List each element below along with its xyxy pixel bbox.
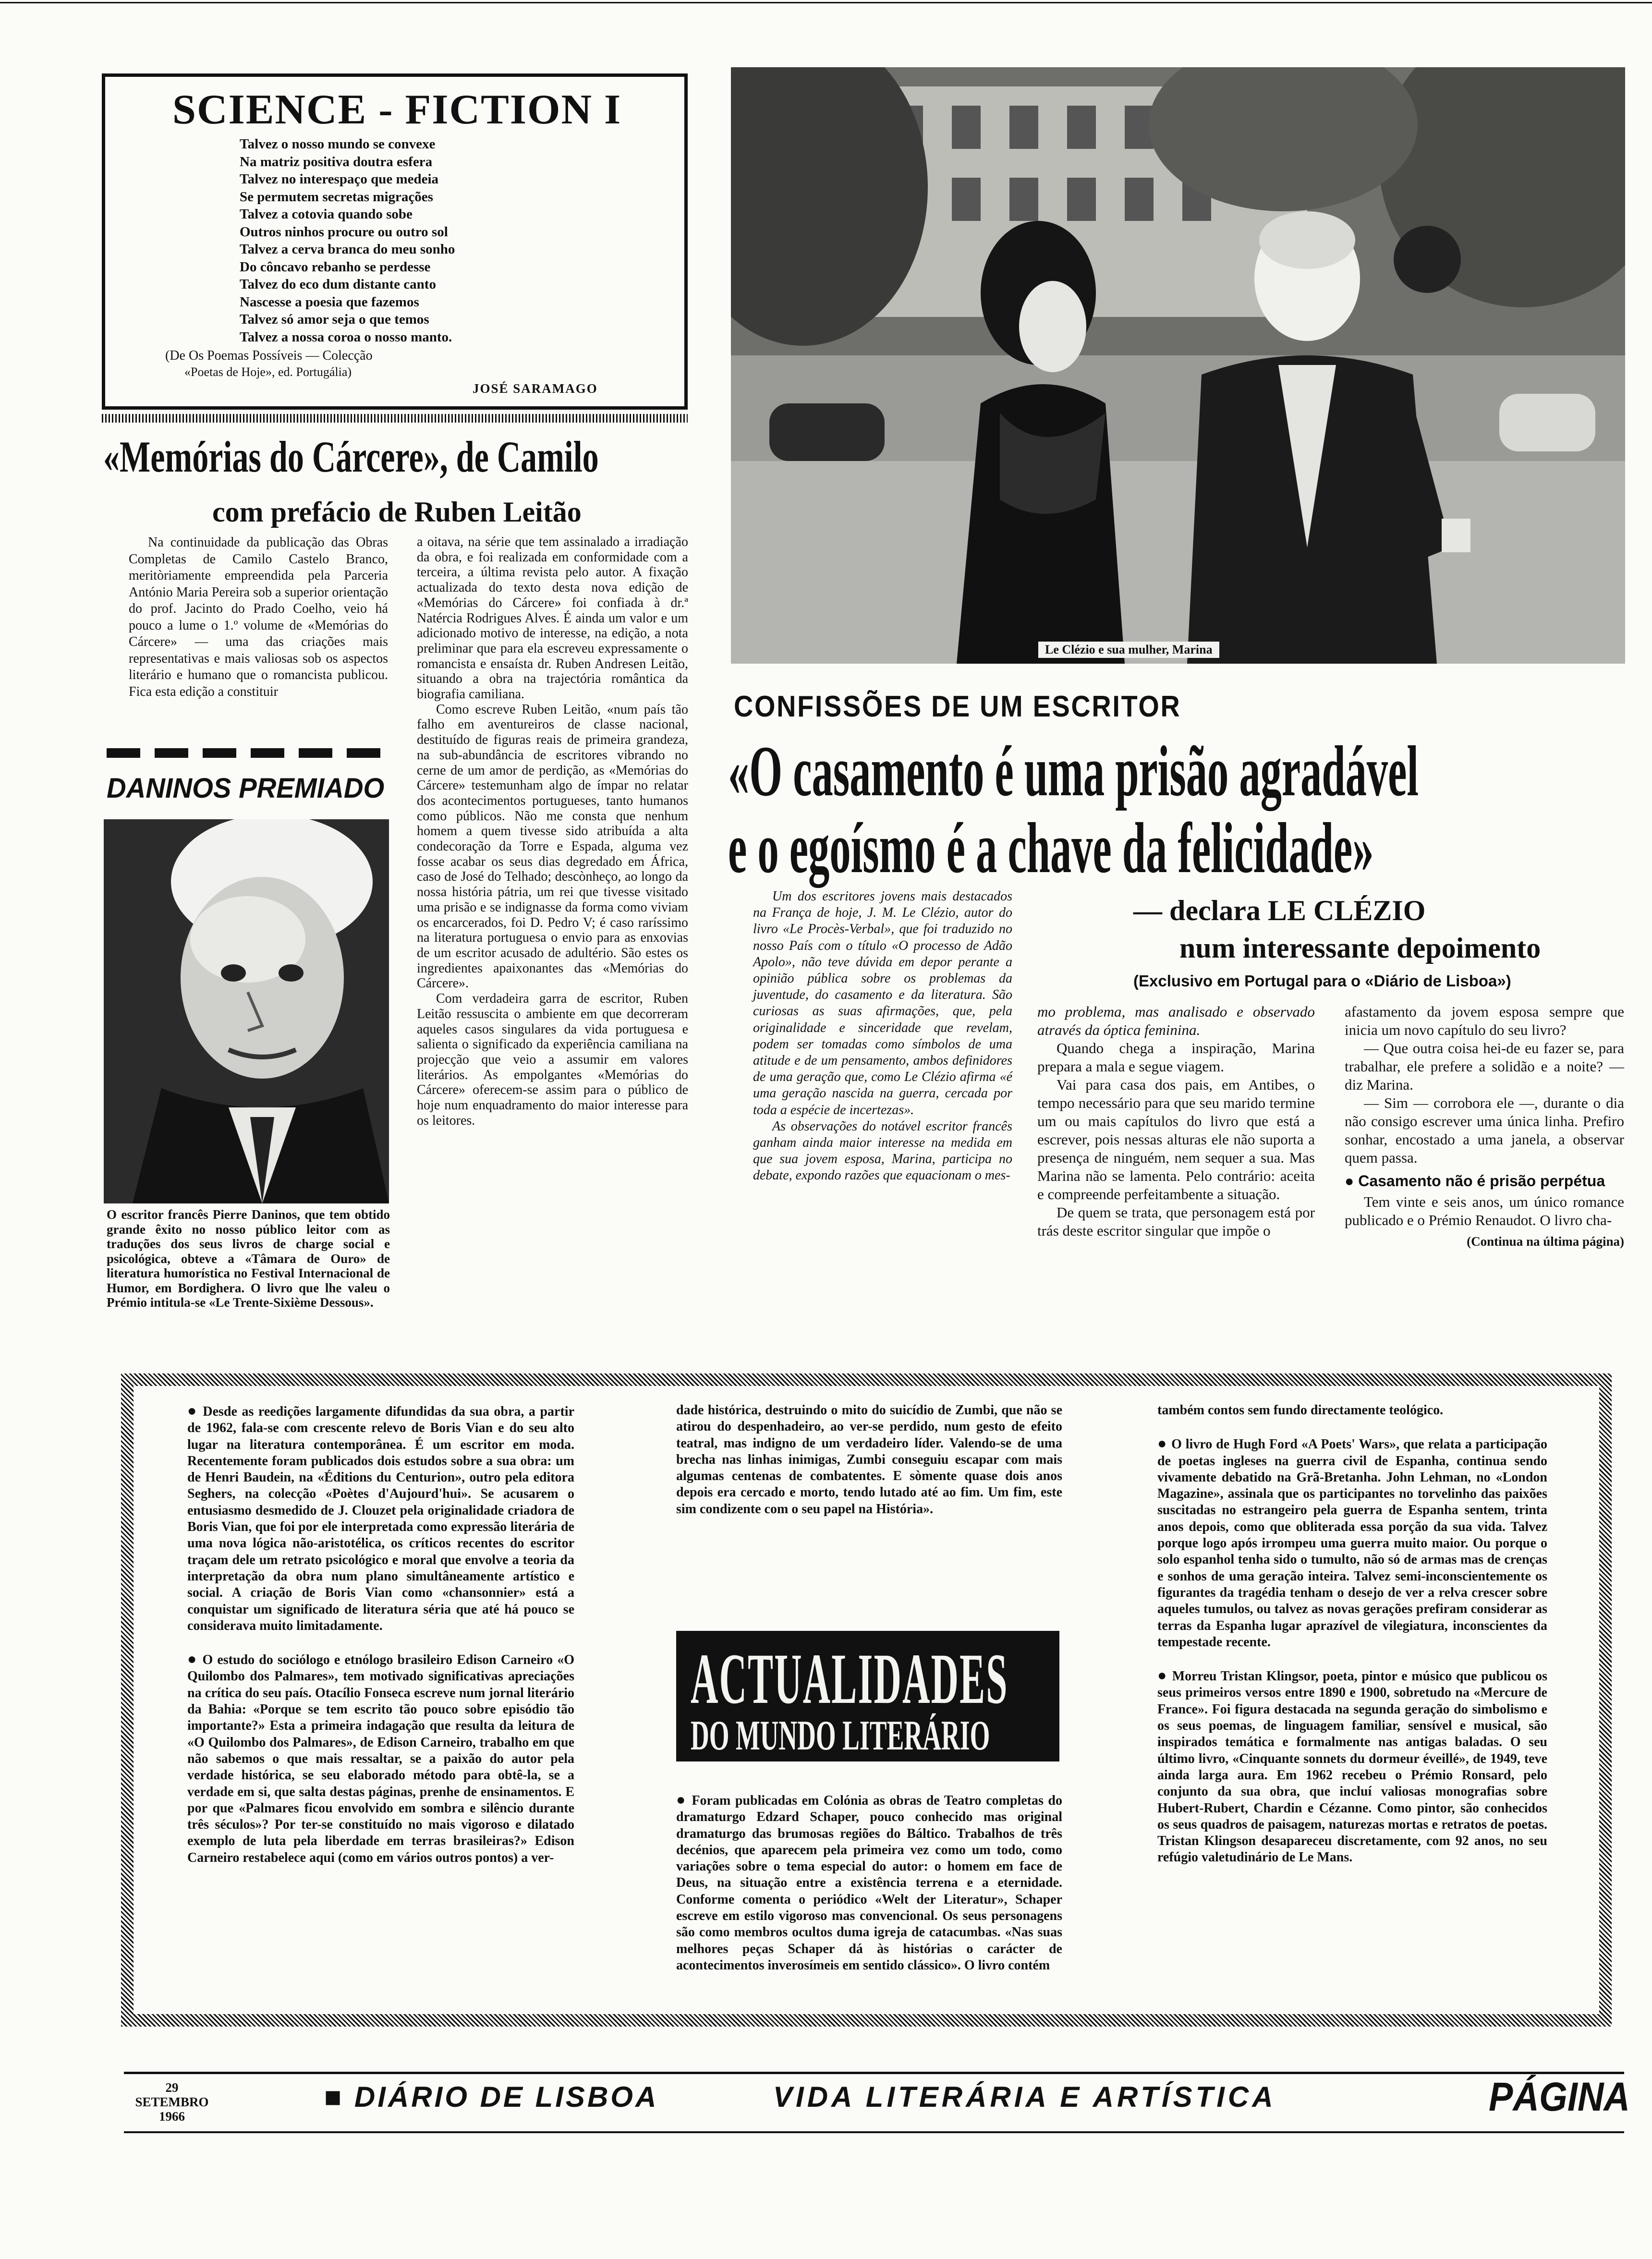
top-rule <box>0 2 1652 3</box>
actualidades-title-box <box>676 1631 1059 1761</box>
camilo-col-1 <box>129 534 388 700</box>
daninos-heading: DANINOS PREMIADO <box>107 773 385 804</box>
actualidades-col-2b <box>676 1791 1062 1974</box>
camilo-col1-text: Na continuidade da publicação das Obras Completas de Camilo Castelo Branco, meritòriamente empreendida pela Parceria António Maria Pereira sob a superior orientação do prof. Jacinto do Prado Coelho, veio há pouco a lume o 1.º volume de «Memórias do Cárcere» — uma das criações mais representativas e mais valiosas sob os aspectos literário e humano que o romancista publicou. Fica esta edição a constituir <box>129 535 388 699</box>
leclezio-col3-p1: afastamento da jovem esposa sempre que inicia um novo capítulo do seu livro? <box>1345 1003 1624 1038</box>
actualidades-col-1 <box>187 1402 574 1866</box>
poem-line: Talvez a nossa coroa o nosso manto. <box>240 329 452 345</box>
poem-title: SCIENCE - FICTION I <box>172 86 622 133</box>
square-bullet-icon: ■ <box>324 2081 354 2113</box>
poem-line: Talvez do eco dum distante canto <box>240 277 436 292</box>
leclezio-col-3 <box>1345 1003 1624 1251</box>
footer-paper <box>324 2080 658 2113</box>
poem-line: Talvez a cerva branca do meu sonho <box>240 242 455 257</box>
bullet-icon: ● <box>1345 1172 1354 1190</box>
footer-section: VIDA LITERÁRIA E ARTÍSTICA <box>773 2081 1276 2113</box>
footer-year: 1966 <box>159 2109 185 2124</box>
poem-line: Na matriz positiva doutra esfera <box>240 154 433 170</box>
dash-separator <box>107 748 385 758</box>
leclezio-intro <box>753 888 1012 1184</box>
leclezio-col3-p2: — Que outra coisa hei-de eu fazer se, para trabalhar, ele prefere a solidão e a noite? — diz Marina. <box>1345 1040 1624 1093</box>
poem-line: Outros ninhos procure ou outro sol <box>240 224 448 240</box>
leclezio-kicker: CONFISSÕES DE UM ESCRITOR <box>734 690 1181 723</box>
leclezio-col3-p4: Tem vinte e seis anos, um único romance publicado e o Prémio Renaudot. O livro cha- <box>1345 1193 1624 1228</box>
camilo-col2-p3: Com verdadeira garra de escritor, Ruben Leitão ressuscita o ambiente em que decorreram aqueles casos singulares da vida portuguesa e salienta o significado da experiência camiliana na projecção que veio a assumir em valores literários. As empolgantes «Memórias do Cárcere» oferecem-se assim para o público de hoje num enquadramento do maior interesse para os leitores. <box>417 991 688 1128</box>
actualidades-col1-p1 <box>187 1402 574 1634</box>
leclezio-col-2 <box>1037 1003 1315 1240</box>
poem-author: JOSÉ SARAMAGO <box>473 381 598 396</box>
camilo-headline: «Memórias do Cárcere», de Camilo <box>103 432 599 481</box>
camilo-subhead: com prefácio de Ruben Leitão <box>212 496 582 528</box>
leclezio-photo <box>731 67 1625 664</box>
exclusive-note: (Exclusivo em Portugal para o «Diário de Lisboa») <box>1133 972 1511 990</box>
poem-line: Talvez no interespaço que medeia <box>240 171 439 187</box>
actualidades-title-1: ACTUALIDADES <box>691 1639 1008 1719</box>
leclezio-headline-2: e o egoísmo é a chave da felicidade» <box>728 808 1374 888</box>
leclezio-headline-1: «O casamento é uma prisão agradável <box>728 731 1419 811</box>
declara-line-1: — declara LE CLÉZIO <box>1133 895 1426 926</box>
leclezio-col2-p1: mo problema, mas analisado e observado através da óptica feminina. <box>1037 1003 1315 1038</box>
bullet-icon: ● <box>1157 1434 1172 1452</box>
actualidades-col-3 <box>1157 1402 1547 1866</box>
leclezio-col2-p2: Quando chega a inspiração, Marina prepara a mala e segue viagem. <box>1037 1040 1315 1075</box>
actualidades-col-2a <box>676 1402 1062 1518</box>
contos-text: também contos sem fundo directamente teológico. <box>1157 1403 1444 1418</box>
poem-line: Se permutem secretas migrações <box>240 189 433 205</box>
leclezio-intro-p2: As observações do notável escritor francês ganham ainda maior interesse na medida em que sua jovem esposa, Marina, participa no debate, expondo razões que equacionam o mes- <box>753 1118 1012 1183</box>
footer-day: 29 <box>165 2080 179 2095</box>
klingsor-para <box>1157 1667 1547 1866</box>
poem-lines <box>240 135 455 346</box>
leclezio-col2-p3: Vai para casa dos pais, em Antibes, o tempo necessário para que seu marido termine um ou mais capítulos do livro que está a escrever, pois nessas alturas ele não suporta a presença de ninguém, nem sequer a sua. Mas Marina não se lamenta. Pelo contrário: aceita e compreende perfeitambente a situação. <box>1037 1076 1315 1202</box>
bullet-icon: ● <box>187 1650 203 1668</box>
leclezio-col3-sub-text: Casamento não é prisão perpétua <box>1358 1172 1605 1190</box>
hugh-ford-text: O livro de Hugh Ford «A Poets' Wars», que relata a participação de poetas ingleses na guerra civil de Espanha, continua sendo vivamente debatido na Grã-Bretanha. John Lehman, no «London Magazine», assinala que os participantes no torvelinho das paixões suscitadas no estrangeiro pela guerra de Espanha sentem, trinta anos depois, como que obliterada essa porção da sua vida. Talvez porque logo após irrompeu uma guerra muito maior. Ou porque o solo espanhol tenha sido o tumulto, não só de armas mas de crenças e sonhos de uma geração inteira. Talvez semi-inconscientemente os figurantes da tragédia tenham o desejo de ver a relva crescer sobre aqueles tumulos, ou talvez as novas gerações prefiram considerar as terras da Espanha lugar aprazível de vilegiatura, inconscientes da tempestade recente. <box>1157 1437 1547 1650</box>
poem-source-2: «Poetas de Hoje», ed. Portugália) <box>184 365 352 379</box>
couple-photo-image <box>731 67 1625 664</box>
footer-rule-top <box>124 2072 1624 2074</box>
schaper-para <box>676 1791 1062 1974</box>
actualidades-title-2: DO MUNDO LITERÁRIO <box>691 1712 990 1759</box>
boris-vian-text: Desde as reedições largamente difundidas da sua obra, a partir de 1962, fala-se com crescente relevo de Boris Vian e do seu alto lugar na literatura contemporânea. É um escritor em moda. Recentemente foram publicados dois estudos sobre a sua obra: um de Henri Baudein, na «Éditions du Centurion», outro pela editora Seghers, na colecção «Poètes d'Aujourd'hui». Se acusarem o entusiasmo desmedido de J. Clouzet pela originalidade criadora de Boris Vian, que foi por ele interpretada como expressão literária de uma nova lógica não-aristotélica, os críticos recentes do escritor traçam dele um retrato psicológico e moral que envolve a teoria da interpretação da obra num plano simultâneamente artístico e social. A criação de Boris Vian como «chansonnier» está a conquistar um significado de literatura séria que até há pouco se considerava muito limitadamente. <box>187 1404 574 1633</box>
photo-caption: Le Clézio e sua mulher, Marina <box>1038 642 1219 658</box>
footer-date <box>124 2080 220 2124</box>
continua-note: (Continua na última página) <box>1467 1234 1624 1249</box>
footer-page-label: PÁGINA <box>1489 2074 1630 2119</box>
camilo-col-2 <box>417 534 688 1128</box>
bullet-icon: ● <box>187 1402 203 1419</box>
declara-line-2: num interessante depoimento <box>1179 932 1541 964</box>
poem-line: Do côncavo rebanho se perdesse <box>240 259 431 275</box>
poem-line: Talvez o nosso mundo se convexe <box>240 136 436 152</box>
actualidades-col1-p2 <box>187 1651 574 1866</box>
camilo-col2-p2: Como escreve Ruben Leitão, «num país tão falho em aventureiros de classe nacional, destituído de figuras reais de primeira grandeza, na sub-abundância de escritores vibrando no cerne de um amor de perdição, as «Memórias do Cárcere» testemunham algo de ímpar no relatar dos acontecimentos portugueses, tanto humanos como públicos. Não me consta que nenhum homem a quem tivesse sido atribuída a alta condecoração da Torre e Espada, alguma vez fosse acabar os seus dias degredado em África, caso de José do Telhado; descònheço, ao longo da nossa história pátria, um rei que tivesse visitado uma prisão e se indignasse da forma como viviam os encarcerados, foi D. Pedro V; é caso raríssimo na literatura portuguesa o envio para as enxovias de um escritor acusado de adultério. São estes os ingredientes apaixonantes das «Memórias do Cárcere». <box>417 702 688 991</box>
leclezio-col2-p4: De quem se trata, que personagem está por trás deste escritor singular que impõe o <box>1037 1204 1315 1239</box>
daninos-photo <box>104 819 389 1203</box>
poem-box <box>102 73 688 410</box>
quilombo-text: O estudo do sociólogo e etnólogo brasileiro Edison Carneiro «O Quilombo dos Palmares», tem motivado significativas apreciações na crítica do seu país. Otacílio Fonseca escreve num jornal literário da Bahia: «Porque se tem escrito tão pouco sobre episódio tão importante?» Esta a primeira indagação que resulta da leitura de «O Quilombo dos Palmares», de Edison Carneiro, trabalho em que não sabemos o que mais ressaltar, se a paixão do autor pela verdade histórica, se seu elaborado método para obtê-la, se a verdade em si, que salta destas páginas, prenhe de ensinamentos. E por que «Palmares ficou envolvido em sombra e silêncio durante três séculos»? Por ter-se constituído no mais vigoroso e dilatado exemplo de luta pela liberdade em terras brasileiras?» Edison Carneiro restabelece aqui (como em vários outros pontos) a ver- <box>187 1652 574 1865</box>
camilo-col2-p1: a oitava, na série que tem assinalado a irradiação da obra, e foi realizada em conformidade com a terceira, a última revista pelo autor. A fixação actualizada do texto desta nova edição de «Memórias do Cárcere» foi confiada à dr.ª Natércia Rodrigues Alves. É ainda um valor e um adicionado motivo de interesse, na edição, a nota preliminar que para ela escreveu expressamente o romancista e ensaísta dr. Ruben Andresen Leitão, situando a obra na trajectória romântica da biografia camiliana. <box>417 534 688 702</box>
footer-paper-name: DIÁRIO DE LISBOA <box>354 2081 659 2113</box>
portrait-image <box>104 819 389 1203</box>
poem-line: Talvez só amor seja o que temos <box>240 312 429 327</box>
hugh-ford-para <box>1157 1435 1547 1651</box>
footer-rule-bottom <box>124 2131 1624 2133</box>
poem-line: Talvez a cotovia quando sobe <box>240 206 413 222</box>
leclezio-intro-p1: Um dos escritores jovens mais destacados na França de hoje, J. M. Le Clézio, autor do livro «Le Procès-Verbal», que foi traduzido no nosso País com o título «O processo de Adão Apolo», não teve dúvida em depor perante a opinião pública sobre os problemas da juventude, do casamento e da literatura. São curiosas as suas afirmações, que, pela originalidade e sinceridade que revelam, podem ser tomadas como símbolos de uma atitude e de um pensamento, ambos definidores de uma geração que, como Le Clézio afirma «é uma geração nascida na guerra, cercada por toda a espécie de incertezas». <box>753 889 1012 1117</box>
leclezio-col3-p3: — Sim — corrobora ele —, durante o dia não consigo escrever uma única linha. Prefiro sonhar, encostado a uma janela, a observar quem passa. <box>1345 1094 1624 1166</box>
schaper-text: Foram publicadas em Colónia as obras de Teatro completas do dramaturgo Edzard Schaper, pouco conhecido mas original dramaturgo das brumosas regiões do Báltico. Trabalhos de três decénios, que aparecem pela primeira vez como um todo, como variações sobre o tema especial do autor: o homem em face de Deus, na situação entre a existência terrena e a eternidade. Conforme comenta o periódico «Welt der Literatur», Schaper escreve em estilo vigoroso mas convencional. Os seus personagens são como membros ocultos duma igreja de catacumbas. «Nas suas melhores peças Schaper dá às histórias o carácter de acontecimentos inverosímeis em sentido clássico». O livro contém <box>676 1793 1062 1973</box>
poem-line: Nascesse a poesia que fazemos <box>240 294 419 310</box>
klingsor-text: Morreu Tristan Klingsor, poeta, pintor e músico que publicou os seus primeiros versos entre 1890 e 1900, sobretudo na «Mercure de France». Foi figura destacada na segunda geração do simbolismo e os seus poemas, de linguagem familiar, sensível e musical, são inspirados temática e formalmente nas antigas baladas. O seu último livro, «Cinquante sonnets du dormeur éveillé», de 1949, teve ainda larga aura. Em 1962 recebeu o Prémio Ronsard, pelo conjunto da sua obra, que incluí valiosas monografias sobre Hubert-Rubert, Chardin e Cézanne. Como pintor, são conhecidos os seus quadros de paisagem, naturezas mortas e retratos de poetas. Tristan Klingson desapareceu discretamente, com 92 anos, no seu refúgio valetudinário de Le Mans. <box>1157 1669 1547 1865</box>
poem-source-1: (De Os Poemas Possíveis — Colecção <box>165 348 373 363</box>
hatched-divider <box>102 414 688 423</box>
daninos-caption <box>107 1207 390 1310</box>
bullet-icon: ● <box>676 1791 692 1808</box>
zumbi-text: dade histórica, destruindo o mito do suicídio de Zumbi, que não se atirou do despenhadeiro, ao ver-se perdido, num gesto de efeito teatral, mas indigno de um verdadeiro líder. Valendo-se de uma brecha nas linhas inimigas, Zumbi conseguiu escapar com mais algumas centenas de combatentes. E sòmente quase dois anos depois era cercado e morto, tendo lutado até ao fim. Um fim, este sim condizente com o seu papel na História». <box>676 1403 1062 1517</box>
bullet-icon: ● <box>1157 1666 1172 1684</box>
daninos-caption-text: O escritor francês Pierre Daninos, que tem obtido grande êxito no nosso público leitor com as traduções dos seus livros de charge social e psicológica, obteve a «Tâmara de Ouro» de literatura humorística no Festival Internacional de Humor, em Bordighera. O livro que lhe valeu o Prémio intitula-se «Le Trente-Sixième Dessous». <box>107 1207 390 1310</box>
leclezio-col3-subhead <box>1345 1172 1624 1190</box>
footer-month: SETEMBRO <box>135 2095 209 2109</box>
